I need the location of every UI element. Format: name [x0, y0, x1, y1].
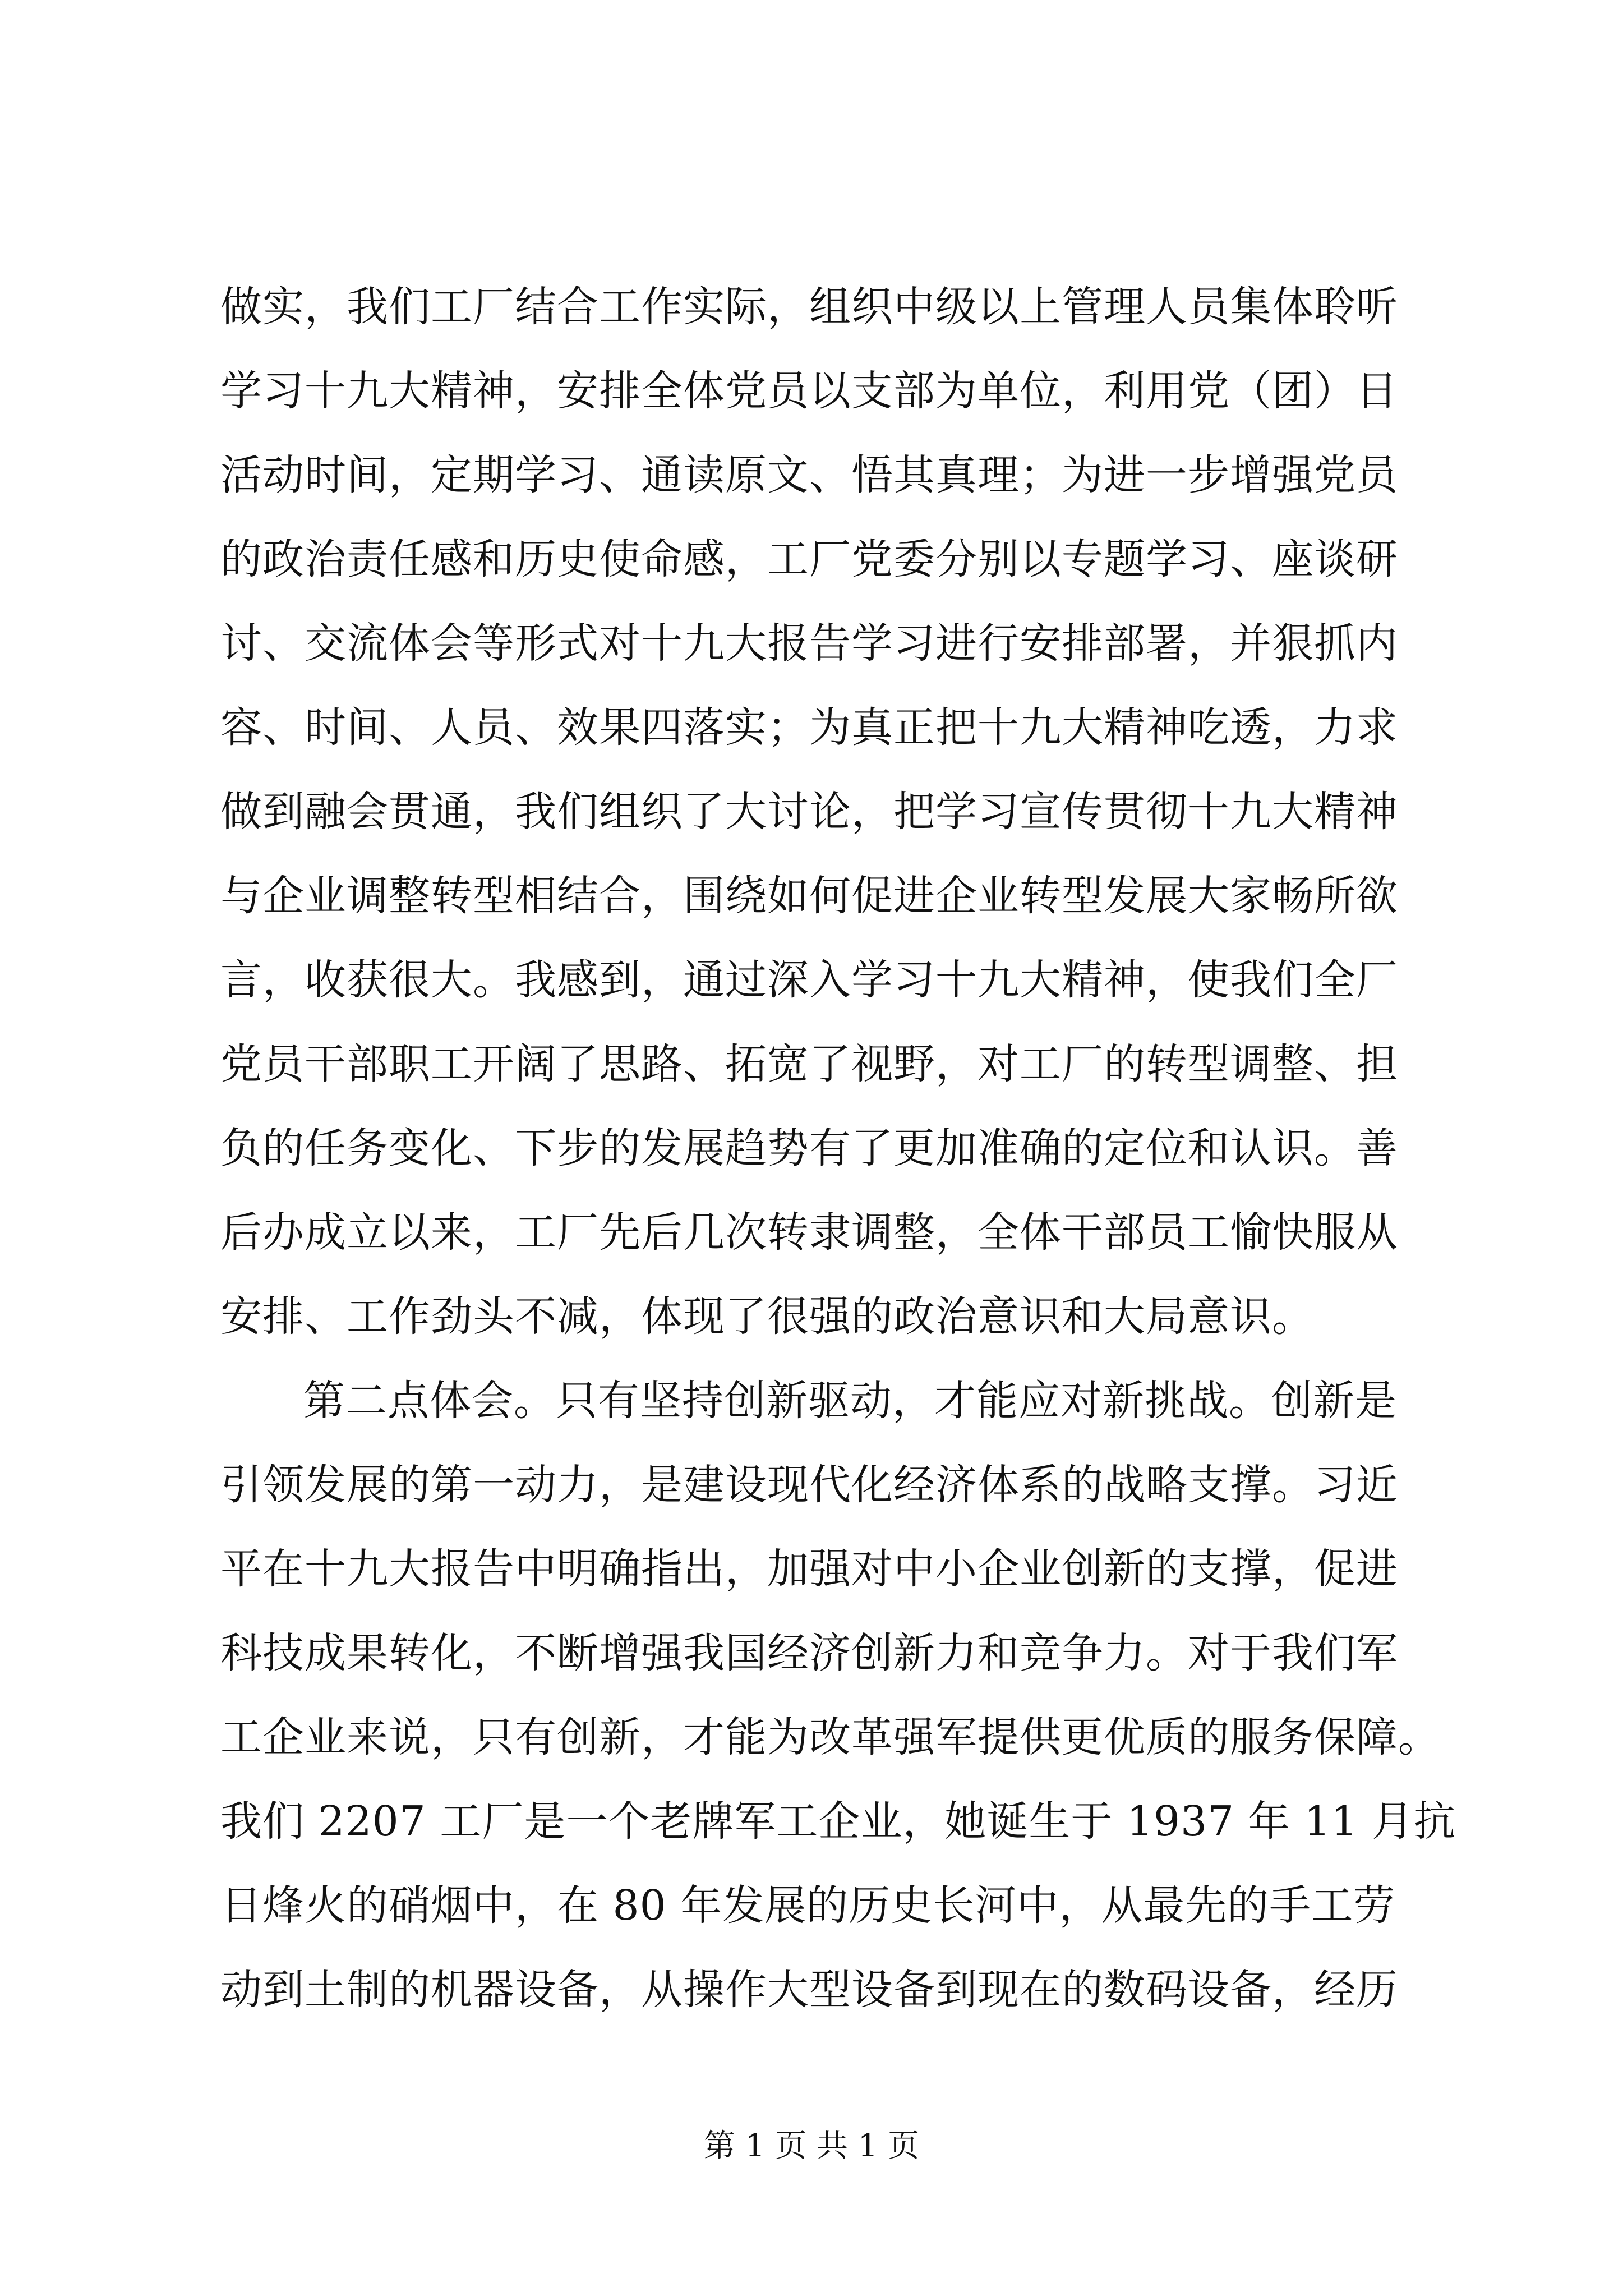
text-line-17: 科技成果转化，不断增强我国经济创新力和竞争力。对于我们军	[220, 1629, 1398, 1677]
text-line-12: 后办成立以来，工厂先后几次转隶调整，全体干部员工愉快服从	[220, 1208, 1398, 1257]
text-line-20: 日烽火的硝烟中，在 80 年发展的历史长河中，从最先的手工劳	[220, 1881, 1396, 1930]
text-line-7: 做到融会贯通，我们组织了大讨论，把学习宣传贯彻十九大精神	[220, 788, 1398, 836]
text-line-3: 活动时间，定期学习、通读原文、悟其真理；为进一步增强党员	[220, 451, 1398, 499]
text-line-13: 安排、工作劲头不减，体现了很强的政治意识和大局意识。	[220, 1292, 1314, 1341]
text-line-9: 言，收获很大。我感到，通过深入学习十九大精神，使我们全厂	[220, 956, 1398, 1004]
text-line-19: 我们 2207 工厂是一个老牌军工企业，她诞生于 1937 年 11 月抗	[220, 1797, 1456, 1846]
text-line-11: 负的任务变化、下步的发展趋势有了更加准确的定位和认识。善	[220, 1124, 1398, 1172]
text-line-14: 第二点体会。只有坚持创新驱动，才能应对新挑战。创新是	[303, 1377, 1397, 1425]
text-line-2: 学习十九大精神，安排全体党员以支部为单位，利用党（团）日	[220, 367, 1398, 415]
page-footer	[0, 2124, 1623, 2169]
page-number-label: 第 1 页 共 1 页	[703, 2128, 920, 2164]
text-line-21: 动到土制的机器设备，从操作大型设备到现在的数码设备，经历	[220, 1966, 1398, 2014]
text-line-1: 做实，我们工厂结合工作实际，组织中级以上管理人员集体聆听	[220, 283, 1398, 331]
text-line-6: 容、时间、人员、效果四落实；为真正把十九大精神吃透，力求	[220, 703, 1398, 752]
text-line-18: 工企业来说，只有创新，才能为改革强军提供更优质的服务保障。	[220, 1713, 1440, 1761]
text-line-16: 平在十九大报告中明确指出，加强对中小企业创新的支撑，促进	[220, 1545, 1398, 1593]
text-line-5: 讨、交流体会等形式对十九大报告学习进行安排部署，并狠抓内	[220, 619, 1398, 668]
text-line-4: 的政治责任感和历史使命感，工厂党委分别以专题学习、座谈研	[220, 535, 1398, 583]
text-line-10: 党员干部职工开阔了思路、拓宽了视野，对工厂的转型调整、担	[220, 1040, 1398, 1088]
text-line-8: 与企业调整转型相结合，围绕如何促进企业转型发展大家畅所欲	[220, 872, 1398, 920]
document-body	[220, 265, 1456, 2032]
text-line-15: 引领发展的第一动力，是建设现代化经济体系的战略支撑。习近	[220, 1461, 1398, 1509]
